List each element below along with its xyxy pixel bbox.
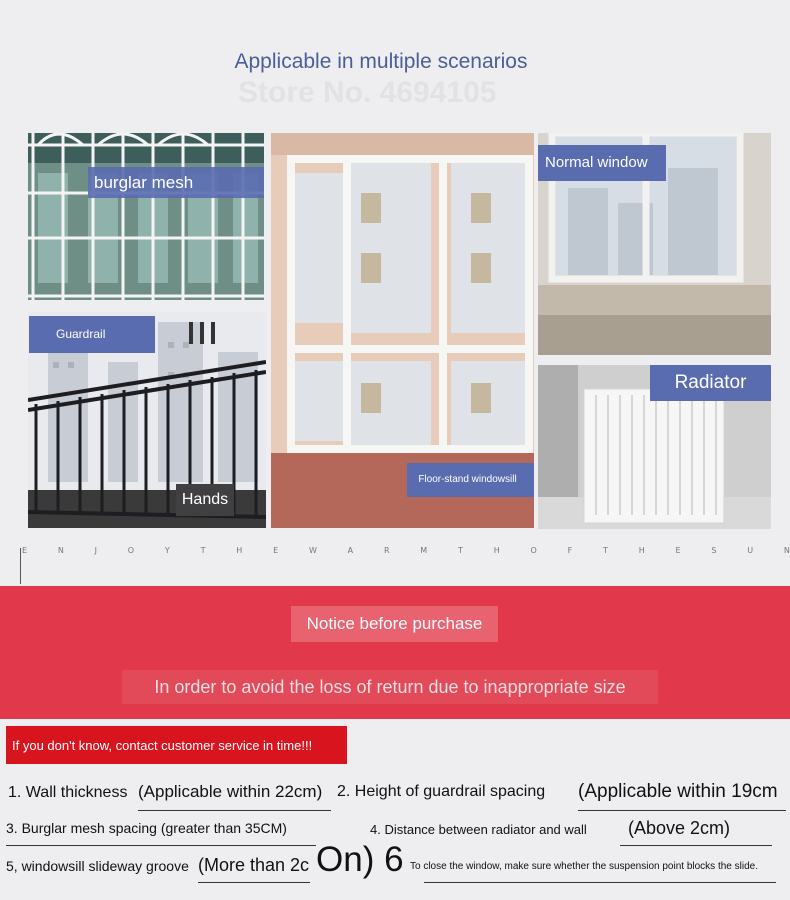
spec-wall-thickness-value: (Applicable within 22cm) [138,782,323,801]
divider-bar [20,548,21,584]
tagline-letter: Y [164,546,170,555]
tagline-letter: H [638,546,645,555]
underline [578,810,786,811]
tagline-letter: U [747,546,754,555]
spec-radiator-label: 4. Distance between radiator and wall [370,822,587,837]
floor-stand-windowsill-label: Floor-stand windowsill [407,463,534,497]
tagline-letter: W [308,546,317,555]
tagline-letter: R [383,546,390,555]
notice-subtitle: In order to avoid the loss of return due to inappropriate size [122,670,658,704]
tagline-letter: F [567,546,573,555]
radiator-label: Radiator [650,365,771,401]
tagline-letter: J [94,546,97,555]
page-title: Applicable in multiple scenarios [234,50,528,73]
tagline-letter: M [420,546,428,555]
spec-windowsill-value: (More than 2c [198,855,310,875]
tagline-letter: A [347,546,354,555]
normal-window-label: Normal window [538,145,666,181]
tagline-letter: O [530,546,537,555]
tagline-letter: T [200,546,206,555]
underline [6,845,316,846]
spec-six-large: On) 6 [316,840,404,879]
spec-radiator-value: (Above 2cm) [628,818,731,838]
spec-wall-thickness-label: 1. Wall thickness [8,784,128,801]
notice-title: Notice before purchase [291,606,498,642]
burglar-mesh-photo [28,133,264,300]
radiator-photo [538,365,771,529]
spec-guardrail-value: (Applicable within 19cm [578,781,778,802]
tagline-letter: E [273,546,279,555]
underline [424,882,776,883]
contact-warning: If you don't know, contact customer service in time!!! [6,726,347,764]
spec-windowsill-label: 5, windowsill slideway groove [6,858,189,874]
tagline-letter: H [236,546,243,555]
burglar-mesh-label: burglar mesh [88,167,264,198]
normal-window-photo [538,133,771,355]
tagline-letter: T [458,546,463,555]
guardrail-label: Guardrail [29,316,155,353]
underline [198,882,310,883]
guardrail-photo [28,312,266,528]
enjoy-tagline [22,546,790,555]
tagline-letter: H [493,546,500,555]
tagline-letter: O [127,546,135,555]
tagline-letter: N [783,546,790,555]
spec-burglar-mesh-label: 3. Burglar mesh spacing (greater than 35CM) [6,820,287,836]
underline [138,810,331,811]
floor-stand-window-photo [271,133,534,528]
hands-label: Hands [176,484,234,516]
tagline-letter: E [675,546,681,555]
spec-slide-note: To close the window, make sure whether the suspension point blocks the slide. [410,861,758,872]
tagline-letter: T [603,546,608,555]
tagline-letter: E [22,546,28,555]
spec-guardrail-label: 2. Height of guardrail spacing [337,783,546,800]
tagline-letter: N [57,546,64,555]
store-watermark: Store No. 4694105 [238,76,497,109]
underline [620,845,772,846]
burglar-mesh-illustration [28,133,264,300]
tagline-letter: S [711,546,717,555]
